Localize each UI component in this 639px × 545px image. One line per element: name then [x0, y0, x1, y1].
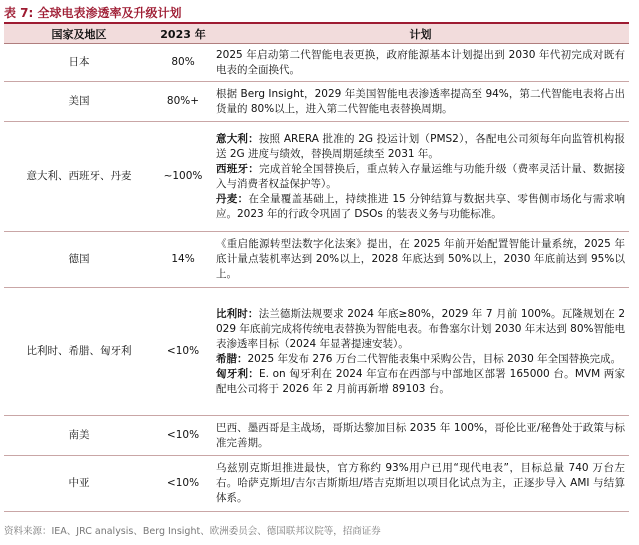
plan-cell: 巴西、墨西哥是主战场，哥斯达黎加目标 2035 年 100%，哥伦比亚/秘鲁处于政策与标准完善期。 — [212, 416, 629, 456]
rate-cell: <10% — [154, 416, 212, 456]
plan-cell: 《重启能源转型法数字化法案》提出，在 2025 年前开始配置智能计量系统，2025 年底计量点装机率达到 20%以上，2028 年底达到 50%以上，2030 年底前达到 95%以上。 — [212, 232, 629, 288]
table-row — [4, 122, 629, 232]
header-region: 国家及地区 — [4, 24, 154, 44]
plan-cell — [212, 122, 629, 232]
plan-cell: 2025 年启动第二代智能电表更换，政府能源基本计划提出到 2030 年代初完成对既有电表的全面换代。 — [212, 44, 629, 82]
rate-cell: ~100% — [154, 122, 212, 232]
header-rate: 2023 年 — [154, 24, 212, 44]
plan-cell: 根据 Berg Insight，2029 年美国智能电表渗透率提高至 94%，第二代智能电表将占出货量的 80%以上，进入第二代智能电表替换周期。 — [212, 82, 629, 122]
plan-entry-text: 在全量覆盖基础上，持续推进 15 分钟结算与数据共享、零售侧市场化与需求响应。2023 年的行政令巩固了 DSOs 的装表义务与功能标准。 — [216, 192, 625, 220]
plan-entry — [216, 132, 625, 162]
table-row — [4, 456, 629, 512]
rate-cell: <10% — [154, 456, 212, 512]
region-cell: 南美 — [4, 416, 154, 456]
region-cell: 德国 — [4, 232, 154, 288]
plan-entry-country: 意大利： — [216, 132, 259, 145]
table-title: 表 7: 全球电表渗透率及升级计划 — [4, 6, 182, 20]
plan-entry-country: 西班牙： — [216, 162, 260, 175]
plan-entry-text: 按照 ARERA 批准的 2G 投运计划（PMS2），各配电公司须每年向监管机构报送 2G 进度与绩效，替换周期延续至 2031 年。 — [216, 132, 625, 160]
table-row — [4, 232, 629, 288]
table-row — [4, 44, 629, 82]
region-cell: 比利时、希腊、匈牙利 — [4, 288, 154, 416]
region-cell: 日本 — [4, 44, 154, 82]
region-cell: 美国 — [4, 82, 154, 122]
rate-cell: 14% — [154, 232, 212, 288]
plan-entry-country: 希腊： — [216, 352, 248, 365]
plan-entry — [216, 352, 625, 367]
region-cell: 意大利、西班牙、丹麦 — [4, 122, 154, 232]
table-row — [4, 288, 629, 416]
rate-cell: 80%+ — [154, 82, 212, 122]
penetration-table — [4, 24, 629, 512]
plan-entry-country: 比利时： — [216, 307, 259, 320]
source-note: 资料来源：IEA、JRC analysis、Berg Insight、欧洲委员会、德国联邦议院等，招商证券 — [4, 526, 381, 537]
rate-cell: 80% — [154, 44, 212, 82]
header-plan: 计划 — [212, 24, 629, 44]
plan-entry-text: 法兰德斯法规要求 2024 年底≥80%，2029 年 7 月前 100%。瓦隆规划在 2029 年底前完成将传统电表替换为智能电表。布鲁塞尔计划 2030 年末达到 80%智能电表渗透率目标（2024 年显著提速安装）。 — [216, 307, 626, 350]
region-cell: 中亚 — [4, 456, 154, 512]
plan-entry-text: 完成首轮全国替换后，重点转入存量运维与功能升级（费率灵活计量、数据接入与消费者权益保护等）。 — [216, 162, 626, 190]
plan-entry-country: 丹麦： — [216, 192, 249, 205]
plan-entry — [216, 307, 625, 352]
rate-cell: <10% — [154, 288, 212, 416]
plan-cell: 乌兹别克斯坦推进最快，官方称约 93%用户已用“现代电表”，目标总量 740 万台左右。哈萨克斯坦/吉尔吉斯斯坦/塔吉克斯坦以项目化试点为主，正逐步导入 AMI 与结算体系。 — [212, 456, 629, 512]
header-row — [4, 24, 629, 44]
plan-entry-country: 匈牙利： — [216, 367, 260, 380]
plan-entry-text: 2025 年发布 276 万台二代智能表集中采购公告，目标 2030 年全国替换完成。 — [247, 352, 622, 365]
plan-entry — [216, 367, 625, 397]
plan-entry — [216, 192, 625, 222]
plan-entry-text: E. on 匈牙利在 2024 年宣布在西部与中部地区部署 165000 台。MVM 两家配电公司将于 2026 年 2 月前再新增 89103 台。 — [216, 367, 625, 395]
plan-entry — [216, 162, 625, 192]
table-row — [4, 82, 629, 122]
table-row — [4, 416, 629, 456]
plan-cell — [212, 288, 629, 416]
